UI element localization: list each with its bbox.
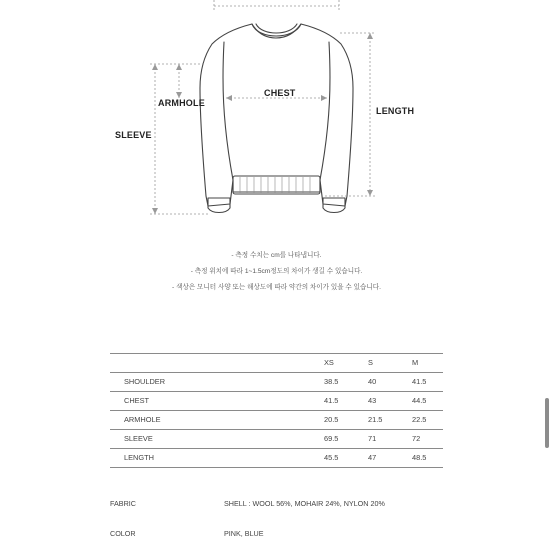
table-cell: 40: [368, 377, 377, 386]
note-line: - 측정 위치에 따라 1~1.5cm정도의 차이가 생길 수 있습니다.: [190, 268, 363, 275]
header-cell: XS: [324, 358, 334, 367]
table-row: [110, 392, 443, 411]
table-cell: 69.5: [324, 434, 339, 443]
armhole-label: ARMHOLE: [158, 98, 205, 108]
table-cell: 43: [368, 396, 377, 405]
length-label: LENGTH: [376, 106, 415, 116]
sweater-measurement-diagram: [0, 0, 553, 240]
table-row: [110, 449, 443, 468]
fabric-spec: [110, 499, 385, 508]
color-value: PINK, BLUE: [224, 529, 264, 538]
table-cell: 71: [368, 434, 377, 443]
table-cell: 44.5: [412, 396, 427, 405]
table-header-row: [110, 353, 443, 373]
table-cell: 47: [368, 453, 377, 462]
row-label: SHOULDER: [124, 377, 166, 386]
row-label: SLEEVE: [124, 434, 153, 443]
header-cell: S: [368, 358, 373, 367]
sleeve-label: SLEEVE: [115, 130, 152, 140]
color-spec: [110, 529, 264, 538]
table-row: [110, 411, 443, 430]
row-label: LENGTH: [124, 453, 154, 462]
table-cell: 72: [412, 434, 421, 443]
row-label: CHEST: [124, 396, 150, 405]
table-row: [110, 430, 443, 449]
row-label: ARMHOLE: [124, 415, 161, 424]
chest-label: CHEST: [264, 88, 296, 98]
note-line: - 색상은 모니터 사양 또는 해상도에 따라 약간의 차이가 있을 수 있습니다.: [172, 284, 381, 291]
table-cell: 41.5: [324, 396, 339, 405]
table-cell: 38.5: [324, 377, 339, 386]
table-cell: 21.5: [368, 415, 383, 424]
table-cell: 48.5: [412, 453, 427, 462]
size-table: [110, 353, 443, 468]
table-cell: 45.5: [324, 453, 339, 462]
table-cell: 20.5: [324, 415, 339, 424]
measurement-notes: [0, 248, 553, 296]
fabric-value: SHELL : WOOL 56%, MOHAIR 24%, NYLON 20%: [224, 499, 385, 508]
color-label: COLOR: [110, 529, 136, 538]
scrollbar-thumb[interactable]: [545, 398, 549, 448]
note-line: - 측정 수치는 cm를 나타냅니다.: [231, 252, 322, 259]
fabric-label: FABRIC: [110, 499, 136, 508]
sweater-illustration: [0, 0, 553, 240]
header-cell: M: [412, 358, 419, 367]
table-cell: 22.5: [412, 415, 427, 424]
table-row: [110, 373, 443, 392]
table-cell: 41.5: [412, 377, 427, 386]
